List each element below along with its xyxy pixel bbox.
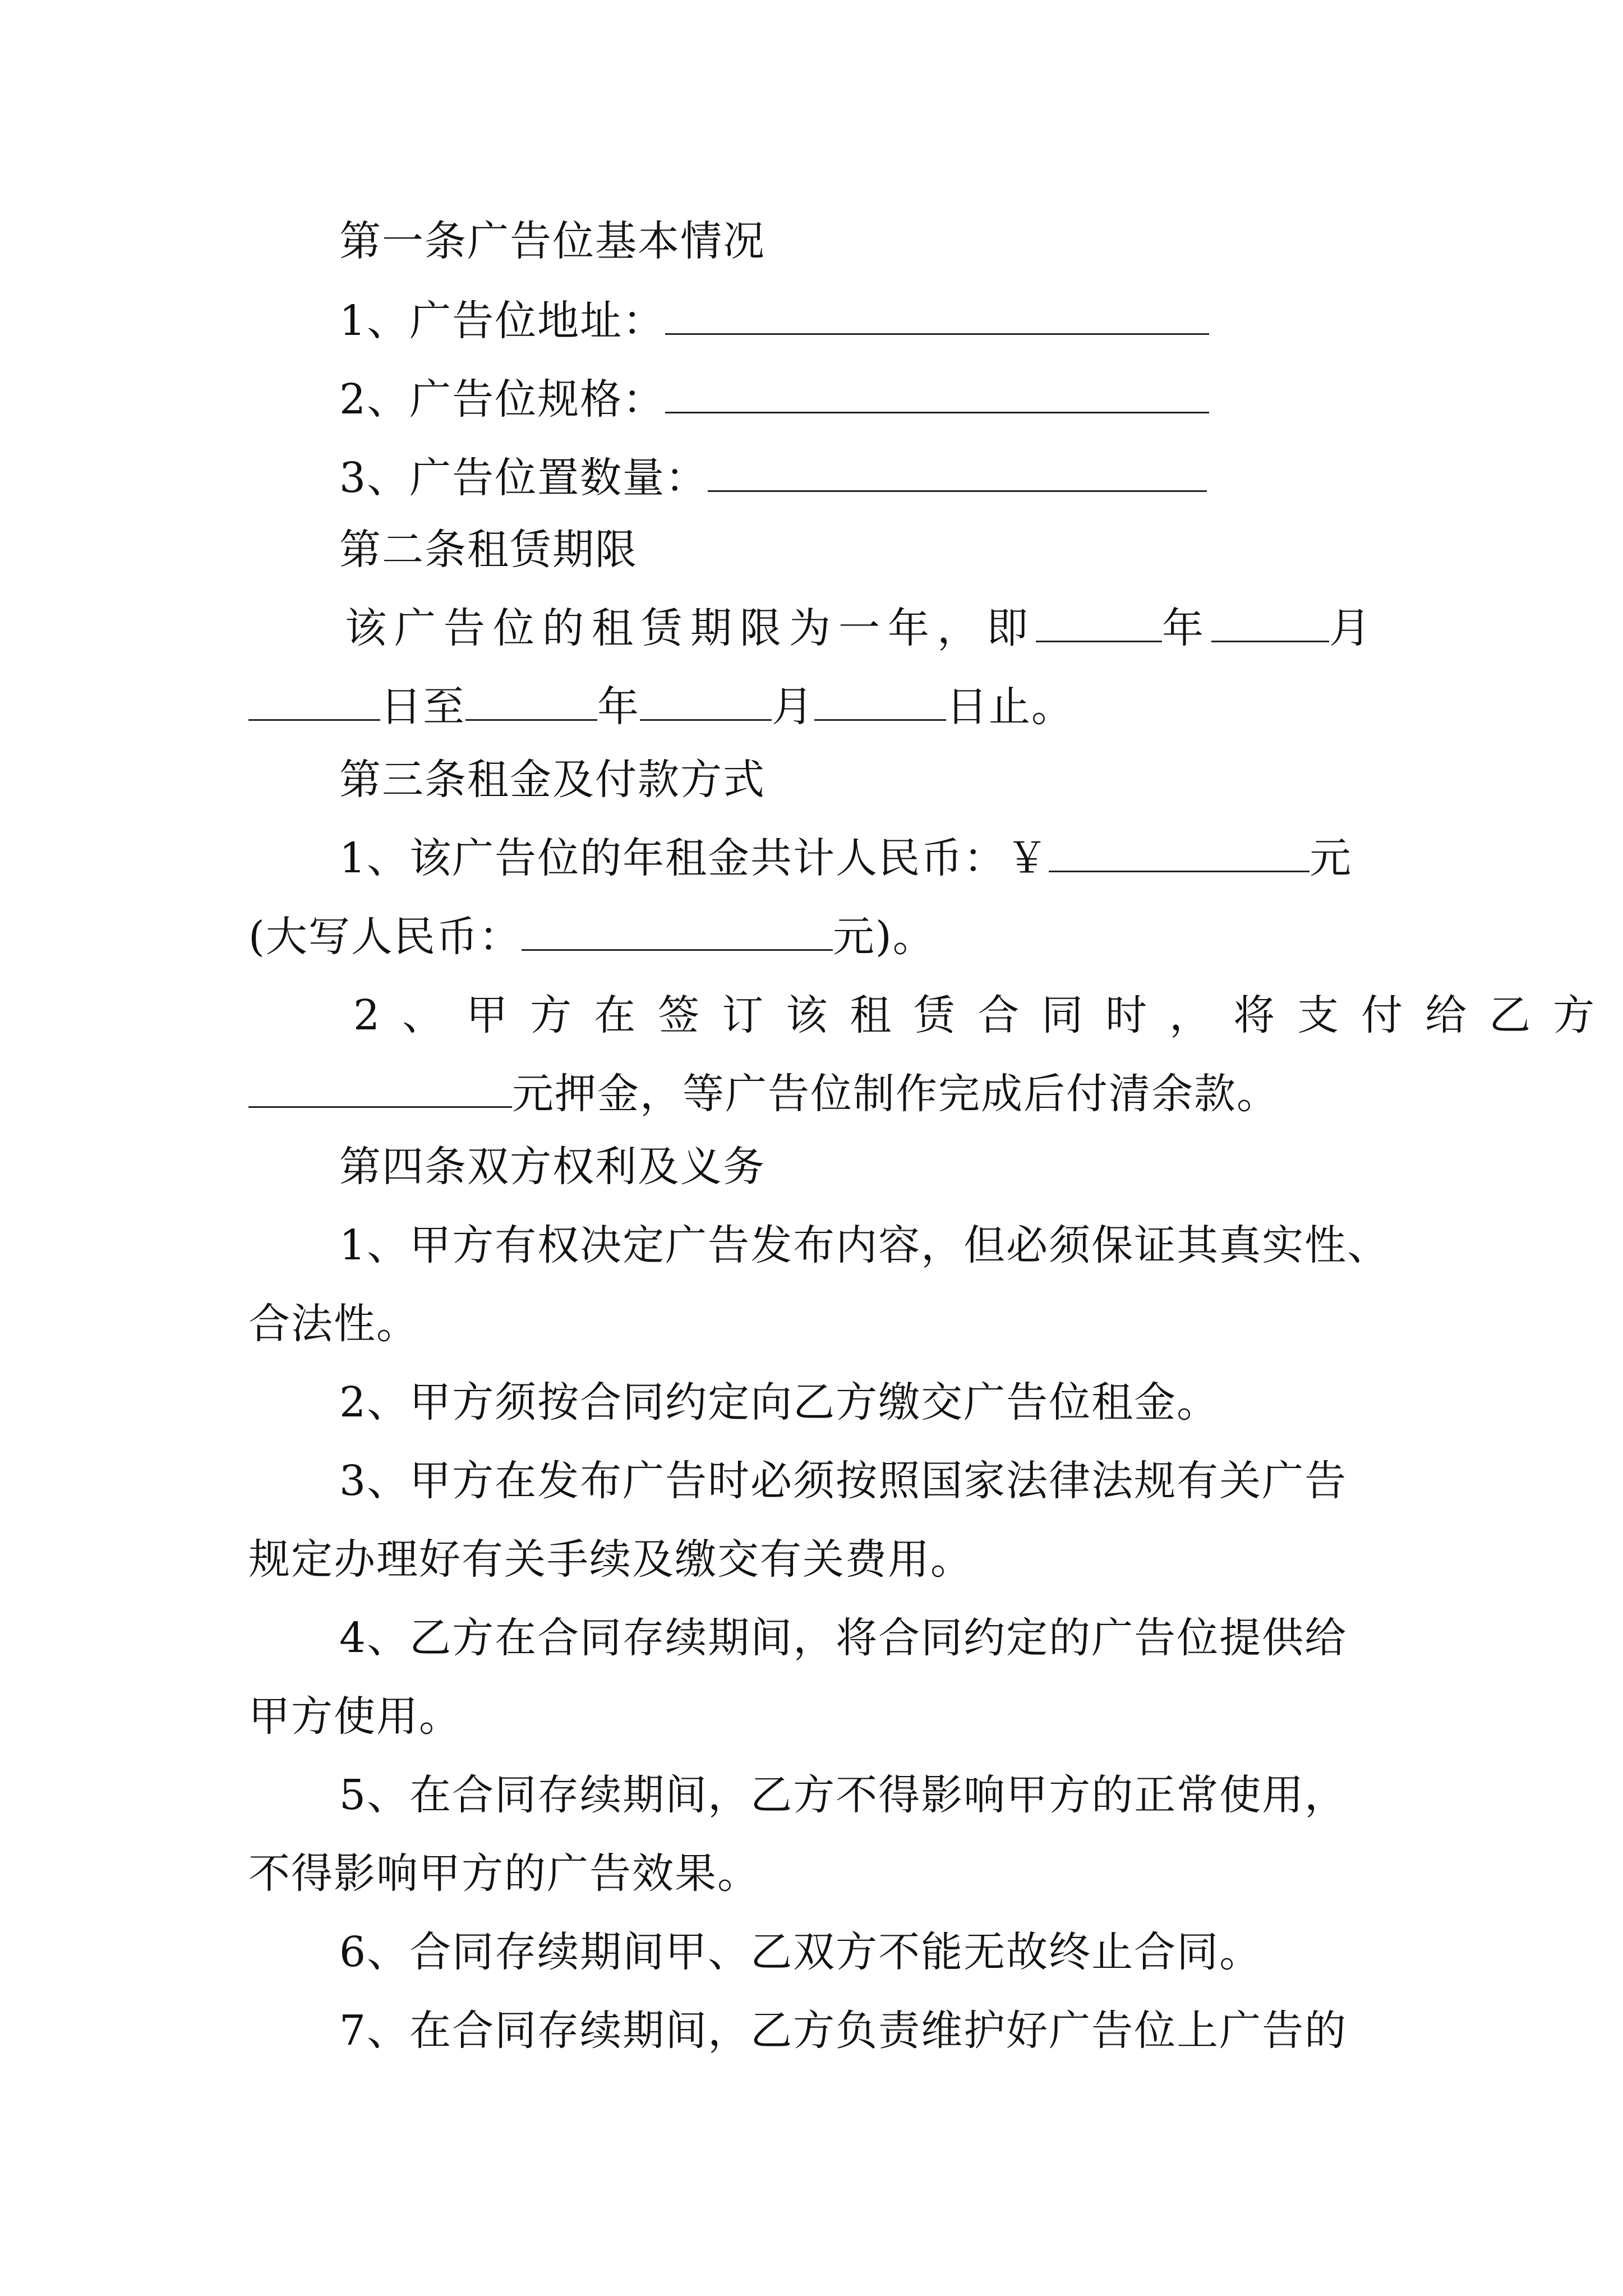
article-4-title: 第四条双方权利及义务 (339, 1143, 766, 1191)
end-day-blank (814, 684, 946, 721)
a4-item5-line2: 不得影响甲方的广告效果。 (248, 1849, 760, 1898)
ad-quantity-label: 3、广告位置数量： (339, 454, 708, 502)
start-month-blank (1211, 606, 1329, 642)
ad-address-line (339, 293, 1394, 349)
article-1-title: 第一条广告位基本情况 (339, 217, 766, 265)
lease-term-line-2: 日至 年 月 日止。 (248, 679, 1393, 735)
deposit-amount-blank (248, 1071, 512, 1108)
start-day-blank (248, 684, 380, 721)
ad-quantity-line (339, 450, 1394, 506)
a4-item1-line2: 合法性。 (248, 1300, 419, 1348)
a4-item1-line1: 1、甲方有权决定广告发布内容，但必须保证其真实性、 (339, 1221, 1390, 1269)
a4-item4-line2: 甲方使用。 (248, 1692, 462, 1741)
article-2-title: 第二条租赁期限 (339, 526, 638, 574)
deposit-line-2: 元押金，等广告位制作完成后付清余款。 (248, 1066, 1393, 1122)
a4-item4-line1: 4、乙方在合同存续期间，将合同约定的广告位提供给 (339, 1614, 1348, 1662)
a4-item2: 2、甲方须按合同约定向乙方缴交广告位租金。 (339, 1378, 1220, 1427)
rent-amount-line: 1、该广告位的年租金共计人民币：￥ 元 (339, 834, 1353, 882)
ad-quantity-blank (708, 455, 1207, 492)
end-month-blank (640, 684, 772, 721)
ad-spec-label: 2、广告位规格： (339, 375, 666, 424)
rent-uppercase-line: (大写人民币： 元)。 (248, 913, 935, 961)
ad-address-blank (665, 298, 1209, 335)
end-year-blank (465, 684, 597, 721)
ad-spec-blank (665, 377, 1209, 413)
a4-item3-line2: 规定办理好有关手续及缴交有关费用。 (248, 1535, 973, 1584)
a4-item5-line1: 5、在合同存续期间，乙方不得影响甲方的正常使用， (339, 1771, 1348, 1819)
lease-term-line-1: 该广告位的租赁期限为一年，即 年 月 (345, 604, 1378, 652)
a4-item3-line1: 3、甲方在发布广告时必须按照国家法律法规有关广告 (339, 1457, 1348, 1505)
a4-item6: 6、合同存续期间甲、乙双方不能无故终止合同。 (339, 1928, 1262, 1976)
a4-item7: 7、在合同存续期间，乙方负责维护好广告位上广告的 (339, 2007, 1348, 2055)
deposit-line-1: 2、甲方在签订该租赁合同时，将支付给乙方 (353, 991, 1617, 1039)
ad-address-label: 1、广告位地址： (339, 297, 666, 345)
article-3-title: 第三条租金及付款方式 (339, 756, 766, 804)
rent-uppercase-blank (522, 914, 833, 951)
start-year-blank (1036, 606, 1162, 642)
ad-spec-line (339, 371, 1394, 427)
rent-amount-blank (1049, 836, 1310, 872)
